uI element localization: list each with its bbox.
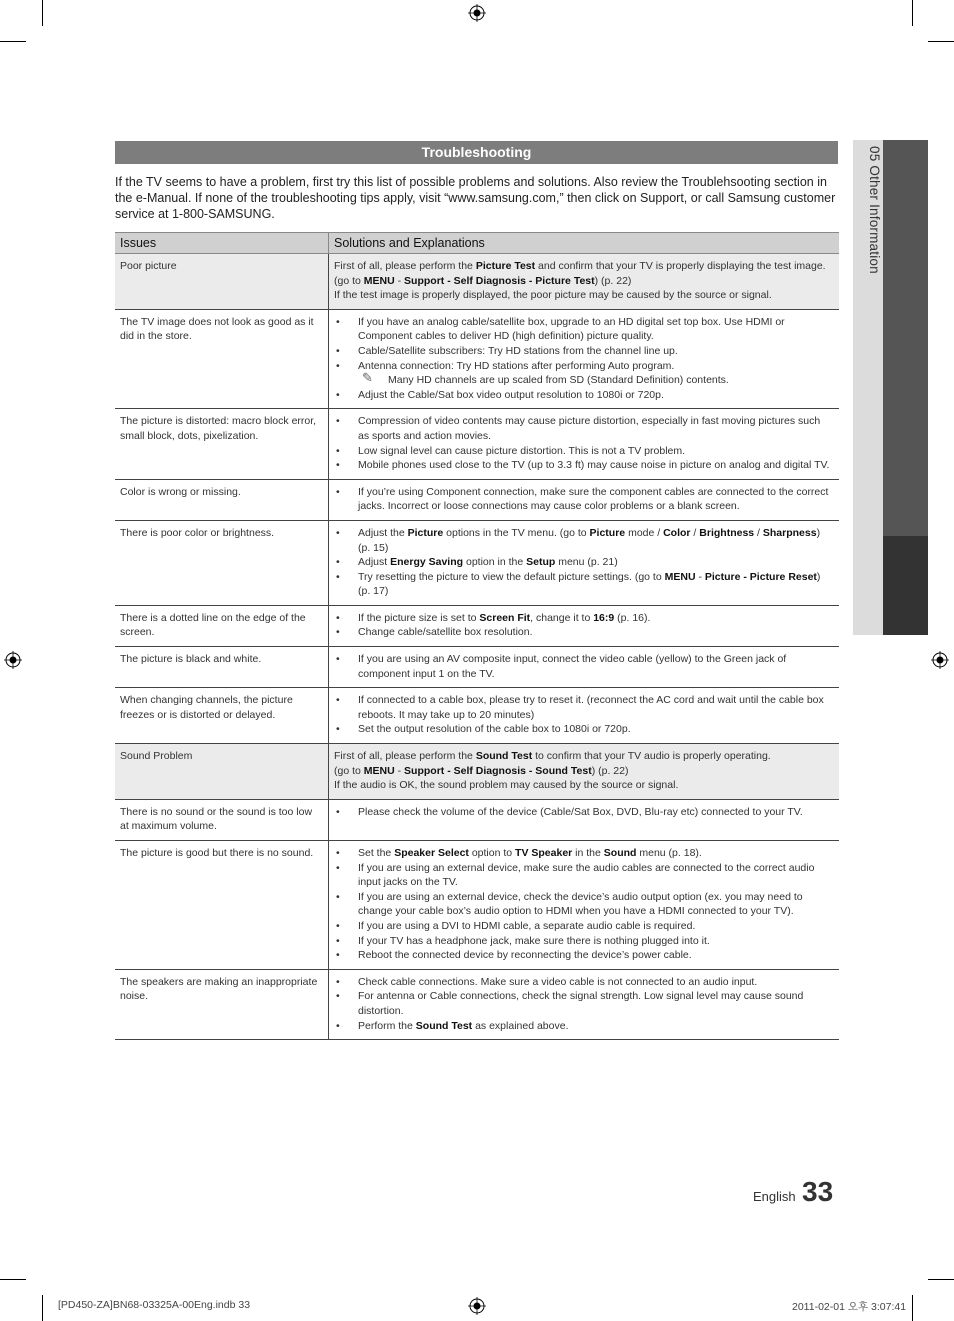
- text-run: /: [690, 526, 700, 539]
- solution-line: [334, 749, 834, 764]
- issue-cell: Color is wrong or missing.: [115, 479, 329, 520]
- text-run: ) (p. 15): [358, 526, 821, 554]
- text-run: Adjust: [358, 556, 391, 569]
- text-run: menu (p. 18).: [636, 847, 702, 859]
- text-run: option to: [468, 847, 516, 859]
- list-item: [334, 611, 834, 626]
- bold-term: Picture - Picture Reset: [704, 570, 817, 583]
- text-run: If the audio is OK, the sound problem may caused by the source or signal.: [334, 779, 679, 792]
- text-run: First of all, please perform the: [334, 750, 476, 763]
- chapter-side-tab-marker: [883, 536, 928, 635]
- bold-term: Sound Test: [475, 750, 533, 763]
- text-run: If your TV has a headphone jack, make sure there is nothing plugged into it.: [358, 934, 710, 947]
- issue-cell: The speakers are making an inappropriate noise.: [115, 969, 329, 1039]
- solution-line: [334, 288, 834, 303]
- bold-term: MENU: [363, 274, 395, 287]
- crop-mark: [42, 0, 43, 26]
- bold-term: 16:9: [593, 611, 615, 624]
- table-row: [115, 520, 839, 605]
- list-item: • If connected to a cable box, please try to reset it. (reconnect the AC cord and wait until the cable box reboots. It may take up to 20 minutes): [334, 693, 834, 722]
- table-row: [115, 605, 839, 646]
- issue-cell: There is a dotted line on the edge of the screen.: [115, 605, 329, 646]
- solution-list: [334, 846, 834, 963]
- issue-cell: The picture is black and white.: [115, 647, 329, 688]
- solution-list: [334, 652, 834, 681]
- crop-mark: [0, 1279, 26, 1280]
- text-run: If the test image is properly displayed, the poor picture may be caused by the source or signal.: [334, 289, 772, 302]
- list-item: • Please check the volume of the device (Cable/Sat Box, DVD, Blu-ray etc) connected to your TV.: [334, 805, 834, 820]
- list-item: [334, 934, 834, 949]
- solution-list: [334, 485, 834, 514]
- text-run: Try resetting the picture to view the default picture settings. (go to: [358, 570, 665, 583]
- solution-line: [334, 778, 834, 793]
- list-item: [334, 975, 834, 990]
- solution-cell: [329, 309, 840, 409]
- list-item: [334, 890, 834, 919]
- list-item: • Set the output resolution of the cable box to 1080i or 720p.: [334, 722, 834, 737]
- bold-term: Setup: [526, 556, 556, 569]
- print-slug-date: 2011-02-01 오후 3:07:41: [792, 1301, 907, 1313]
- bold-term: Support - Self Diagnosis - Picture Test: [404, 274, 595, 287]
- note-text: Many HD channels are up scaled from SD (Standard Definition) contents.: [388, 374, 729, 387]
- crop-mark: [0, 41, 26, 42]
- text-run: /: [754, 526, 763, 539]
- column-header-solutions: Solutions and Explanations: [329, 233, 840, 254]
- list-item: • If you’re using Component connection, make sure the component cables are connected to the correct jacks. Incorrect or loose connections may cause color problems or a blank screen.: [334, 485, 834, 514]
- solution-cell: [329, 688, 840, 744]
- bold-term: Sound: [603, 847, 637, 859]
- table-row: [115, 688, 839, 744]
- bold-term: MENU: [363, 764, 395, 777]
- text-run: (go to: [334, 764, 364, 777]
- text-run: option in the: [463, 556, 527, 569]
- text-run: as explained above.: [472, 1019, 569, 1032]
- issue-cell: Sound Problem: [115, 744, 329, 800]
- text-run: menu (p. 21): [555, 556, 618, 569]
- list-item: [334, 526, 834, 555]
- bold-term: Screen Fit: [479, 611, 531, 624]
- table-row: [115, 799, 839, 840]
- bold-term: Support - Self Diagnosis - Sound Test: [404, 764, 592, 777]
- table-row: [115, 409, 839, 479]
- text-run: If you are using an external device, check the device’s audio output option (ex. you may need to change your cable box’s audio option to HDMI when you have a HDMI connected to your TV).: [358, 890, 803, 918]
- text-run: -: [394, 274, 405, 287]
- solution-cell: [329, 744, 840, 800]
- solution-cell: [329, 969, 840, 1039]
- solution-cell: [329, 841, 840, 970]
- bold-term: Picture Test: [475, 260, 536, 272]
- bold-term: Brightness: [699, 526, 755, 539]
- registration-mark-icon: [4, 651, 22, 669]
- text-run: Reboot the connected device by reconnecting the device’s power cable.: [358, 949, 692, 962]
- table-row: [115, 969, 839, 1039]
- text-run: Perform the: [358, 1019, 416, 1032]
- crop-mark: [928, 41, 954, 42]
- text-run: and confirm that your TV is properly displaying the test image.: [535, 260, 826, 272]
- text-run: , change it to: [530, 611, 594, 624]
- text-run: If you are using a DVI to HDMI cable, a separate audio cable is required.: [358, 919, 696, 932]
- table-header-row: [115, 233, 839, 254]
- issue-cell: There is poor color or brightness.: [115, 520, 329, 605]
- text-run: -: [394, 764, 405, 777]
- text-run: Set the: [358, 847, 395, 859]
- solution-list: [334, 805, 834, 820]
- table-row: [115, 479, 839, 520]
- text-run: (go to: [334, 274, 364, 287]
- solution-line: [334, 764, 834, 779]
- text-run: If the picture size is set to: [358, 611, 480, 624]
- text-run: in the: [572, 847, 604, 859]
- solution-list: [334, 526, 834, 599]
- crop-mark: [912, 0, 913, 26]
- solution-list: [334, 611, 834, 640]
- solution-cell: [329, 605, 840, 646]
- crop-mark: [912, 1295, 913, 1321]
- print-slug-file: [PD450-ZA]BN68-03325A-00Eng.indb 33: [58, 1299, 251, 1311]
- text-run: (p. 16).: [614, 611, 651, 624]
- text-run: to confirm that your TV audio is properly operating.: [532, 750, 771, 763]
- issue-cell: The picture is good but there is no sound.: [115, 841, 329, 970]
- issue-cell: The TV image does not look as good as it did in the store.: [115, 309, 329, 409]
- list-item: [334, 919, 834, 934]
- solution-line: [334, 259, 834, 274]
- text-run: ) (p. 17): [358, 570, 821, 598]
- list-item: [334, 1019, 834, 1034]
- solution-list: [334, 414, 834, 472]
- text-run: If you are using an external device, make sure the audio cables are connected to the correct audio input jacks on the TV.: [358, 861, 815, 889]
- solution-cell: [329, 647, 840, 688]
- bold-term: Sharpness: [762, 526, 817, 539]
- bold-term: Speaker Select: [394, 847, 469, 859]
- table-row: [115, 254, 839, 310]
- solution-cell: [329, 409, 840, 479]
- list-item: [334, 861, 834, 890]
- solution-list: [334, 693, 834, 737]
- pencil-note-icon: ✎: [362, 370, 373, 386]
- list-item: • Cable/Satellite subscribers: Try HD stations from the channel line up.: [334, 344, 834, 359]
- registration-mark-icon: [468, 4, 486, 22]
- solution-cell: [329, 479, 840, 520]
- bold-term: MENU: [664, 570, 696, 583]
- list-item: • Mobile phones used close to the TV (up to 3.3 ft) may cause noise in picture on analog and digital TV.: [334, 458, 834, 473]
- table-row: [115, 309, 839, 409]
- table-row: [115, 647, 839, 688]
- text-run: mode /: [625, 526, 664, 539]
- bold-term: Picture: [407, 526, 444, 539]
- list-item: • Compression of video contents may cause picture distortion, especially in fast moving pictures such as sports and action movies.: [334, 414, 834, 443]
- list-item: • Adjust the Cable/Sat box video output resolution to 1080i or 720p.: [334, 388, 834, 403]
- bold-term: Picture: [589, 526, 626, 539]
- issue-cell: The picture is distorted: macro block error, small block, dots, pixelization.: [115, 409, 329, 479]
- solution-line: [334, 274, 834, 289]
- bold-term: Color: [663, 526, 691, 539]
- crop-mark: [928, 1279, 954, 1280]
- text-run: Adjust the: [358, 526, 408, 539]
- text-run: Check cable connections. Make sure a video cable is not connected to an audio input.: [358, 975, 758, 988]
- section-title: Troubleshooting: [115, 141, 838, 164]
- list-item: • Low signal level can cause picture distortion. This is not a TV problem.: [334, 444, 834, 459]
- registration-mark-icon: [931, 651, 949, 669]
- solution-cell: [329, 520, 840, 605]
- list-item: • Antenna connection: Try HD stations after performing Auto program.: [334, 359, 834, 374]
- text-run: -: [695, 570, 705, 583]
- intro-paragraph: If the TV seems to have a problem, first try this list of possible problems and solutions. Also review the Troublehsooting section in the e-Manual. If none of the troubleshooting tips apply, visit “www.samsung.com,” then click on Support, or call Samsung customer service at 1-800-SAMSUNG.: [115, 175, 836, 221]
- text-run: options in the TV menu. (go to: [443, 526, 590, 539]
- troubleshooting-table: [115, 232, 839, 1040]
- solution-cell: [329, 254, 840, 310]
- text-run: ) (p. 22): [591, 764, 629, 777]
- issue-cell: Poor picture: [115, 254, 329, 310]
- issue-cell: There is no sound or the sound is too low at maximum volume.: [115, 799, 329, 840]
- list-item: [334, 846, 834, 861]
- text-run: First of all, please perform the: [334, 260, 476, 272]
- column-header-issues: Issues: [115, 233, 329, 254]
- list-item: [334, 948, 834, 963]
- chapter-label: 05 Other Information: [867, 146, 882, 274]
- footer-language: English: [753, 1189, 796, 1204]
- list-item: • If you are using an AV composite input, connect the video cable (yellow) to the Green jack of component input 1 on the TV.: [334, 652, 834, 681]
- list-item: [334, 989, 834, 1018]
- text-run: For antenna or Cable connections, check the signal strength. Low signal level may cause sound distortion.: [358, 990, 804, 1017]
- bold-term: TV Speaker: [515, 847, 573, 859]
- table-row: [115, 841, 839, 970]
- bold-term: Energy Saving: [390, 556, 464, 569]
- table-row: [115, 744, 839, 800]
- list-item: [334, 625, 834, 640]
- text-run: ) (p. 22): [594, 274, 632, 287]
- solution-cell: [329, 799, 840, 840]
- solution-list: [334, 975, 834, 1033]
- text-run: Change cable/satellite box resolution.: [358, 626, 533, 639]
- list-item: [334, 555, 834, 570]
- bold-term: Sound Test: [415, 1019, 473, 1032]
- issue-cell: When changing channels, the picture freezes or is distorted or delayed.: [115, 688, 329, 744]
- note-item: [334, 370, 834, 388]
- registration-mark-icon: [468, 1297, 486, 1315]
- page-number: 33: [802, 1176, 834, 1207]
- list-item: • If you have an analog cable/satellite box, upgrade to an HD digital set top box. Use HDMI or Component cables to deliver HD (high definition) picture quality.: [334, 315, 834, 344]
- crop-mark: [42, 1295, 43, 1321]
- list-item: [334, 570, 834, 599]
- solution-list: [334, 315, 834, 403]
